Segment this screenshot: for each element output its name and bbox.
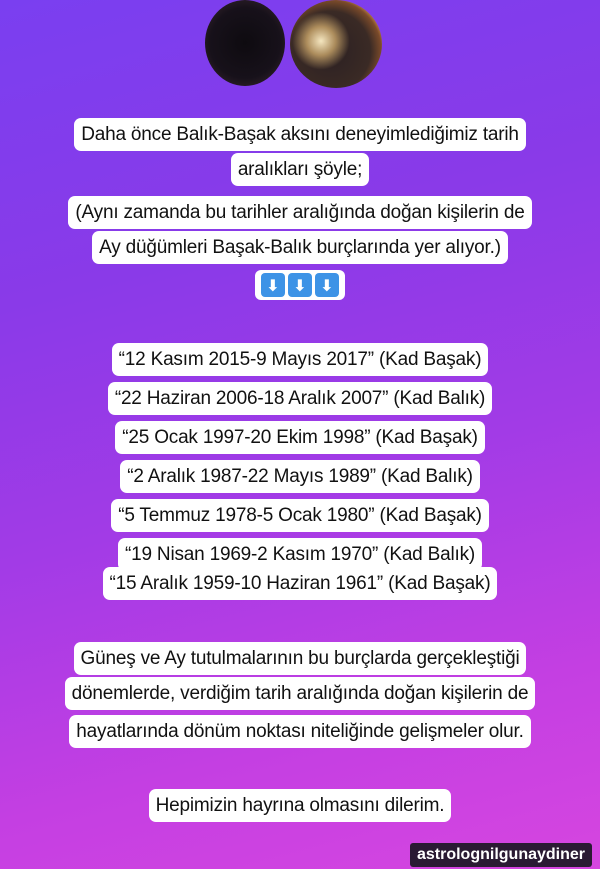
eclipse-ring-image	[290, 0, 382, 88]
intro-line-3-row	[0, 196, 600, 229]
date-range-row	[0, 343, 600, 376]
watermark-label: astrolognilgunaydiner	[410, 843, 592, 867]
down-arrow-icon: ⬇	[261, 273, 285, 297]
date-range-item: “25 Ocak 1997-20 Ekim 1998” (Kad Başak)	[115, 421, 485, 454]
date-range-item: “19 Nisan 1969-2 Kasım 1970” (Kad Balık)	[118, 538, 482, 571]
date-range-item: “22 Haziran 2006-18 Aralık 2007” (Kad Balık)	[108, 382, 492, 415]
date-range-row	[0, 460, 600, 493]
intro-line-1: Daha önce Balık-Başak aksını deneyimlediğimiz tarih	[74, 118, 526, 151]
date-range-item: “2 Aralık 1987-22 Mayıs 1989” (Kad Balık)	[120, 460, 480, 493]
note-line-1: Güneş ve Ay tutulmalarının bu burçlarda gerçekleştiği	[74, 642, 527, 675]
intro-line-2: aralıkları şöyle;	[231, 153, 369, 186]
down-arrow-icon: ⬇	[315, 273, 339, 297]
date-range-row	[0, 382, 600, 415]
arrows-row	[0, 270, 600, 300]
date-range-item: “5 Temmuz 1978-5 Ocak 1980” (Kad Başak)	[111, 499, 489, 532]
note-line-1-row	[0, 642, 600, 675]
intro-line-4-row	[0, 231, 600, 264]
note-line-2: dönemlerde, verdiğim tarih aralığında doğan kişilerin de	[65, 677, 536, 710]
intro-line-3: (Aynı zamanda bu tarihler aralığında doğan kişilerin de	[68, 196, 531, 229]
date-range-row	[0, 567, 600, 600]
note-line-2-row	[0, 677, 600, 710]
intro-line-4: Ay düğümleri Başak-Balık burçlarında yer alıyor.)	[92, 231, 508, 264]
intro-line-1-row	[0, 118, 600, 151]
dark-moon-image	[205, 0, 285, 86]
down-arrow-icon: ⬇	[288, 273, 312, 297]
closing-row	[0, 789, 600, 822]
closing-text: Hepimizin hayrına olmasını dilerim.	[149, 789, 452, 822]
date-range-row	[0, 499, 600, 532]
eclipse-image	[0, 0, 600, 90]
intro-line-2-row	[0, 153, 600, 186]
note-line-3: hayatlarında dönüm noktası niteliğinde gelişmeler olur.	[69, 715, 530, 748]
date-range-row	[0, 421, 600, 454]
down-arrows	[255, 270, 345, 300]
date-range-item: “15 Aralık 1959-10 Haziran 1961” (Kad Başak)	[103, 567, 498, 600]
note-line-3-row	[0, 715, 600, 748]
date-range-item: “12 Kasım 2015-9 Mayıs 2017” (Kad Başak)	[112, 343, 489, 376]
